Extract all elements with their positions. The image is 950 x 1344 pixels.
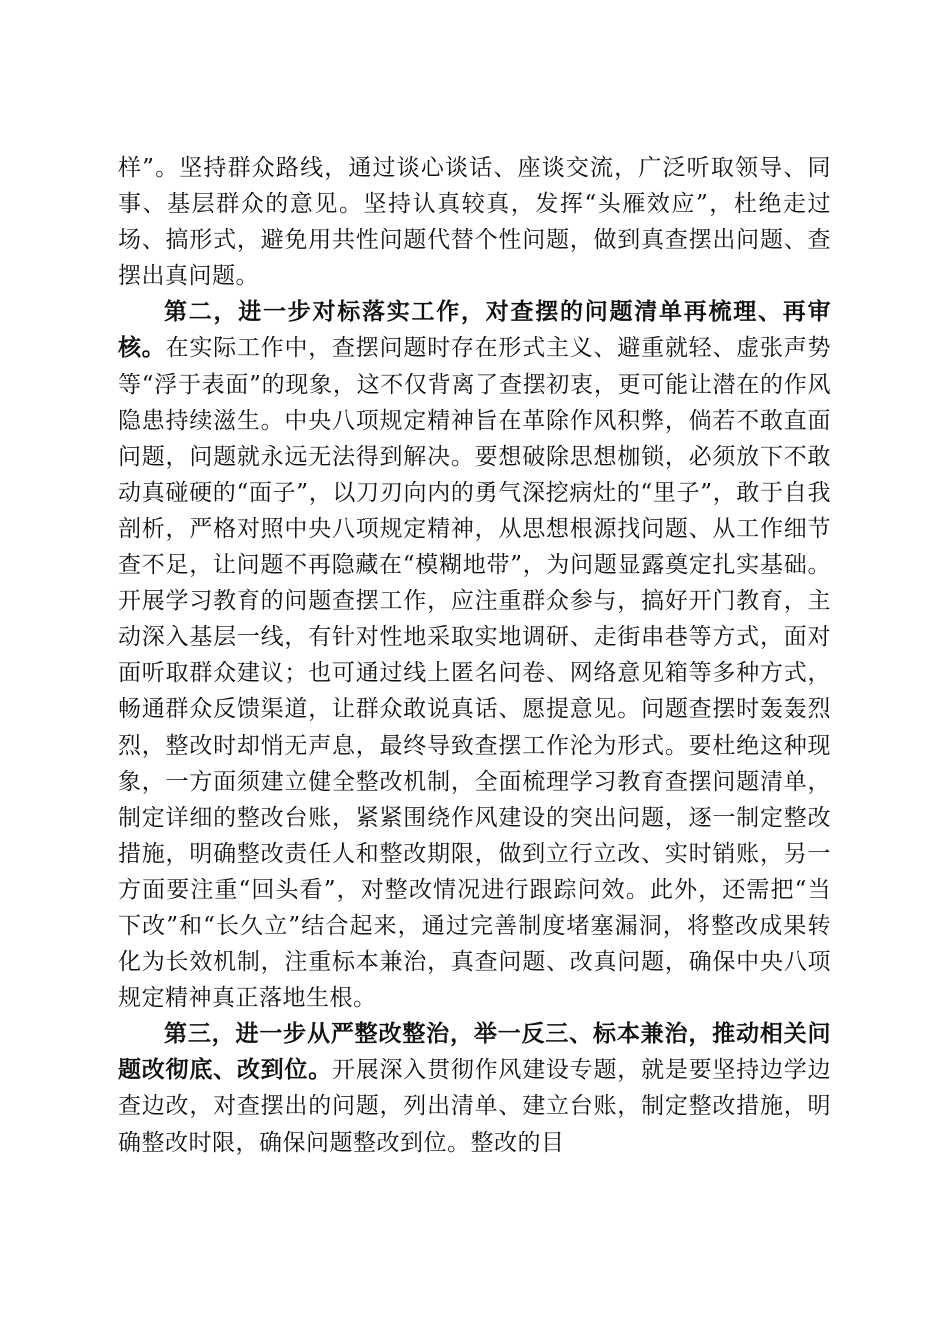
paragraph-text: 样”。坚持群众路线，通过谈心谈话、座谈交流，广泛听取领导、同事、基层群众的意见。坚持认真较真，发挥“头雁效应”，杜绝走过场、搞形式，避免用共性问题代替个性问题，做到真查摆出问题、查摆出真问题。 [118, 155, 831, 290]
paragraph-heading-bold: 第三，进一步从严整改整治，举一反三、标本兼治，推动相关问题改彻底、改到位。 [118, 1021, 831, 1084]
paragraph-continuation [118, 150, 831, 294]
document-page [118, 150, 831, 1161]
paragraph-third-point [118, 1016, 831, 1160]
paragraph-second-point [118, 294, 831, 1016]
paragraph-text: 开展深入贯彻作风建设专题，就是要坚持边学边查边改，对查摆出的问题，列出清单、建立台账，制定整改措施，明确整改时限，确保问题整改到位。整改的目 [118, 1057, 832, 1156]
paragraph-text: 在实际工作中，查摆问题时存在形式主义、避重就轻、虚张声势等“浮于表面”的现象，这不仅背离了查摆初衷，更可能让潜在的作风隐患持续滋生。中央八项规定精神旨在革除作风积弊，倘若不敢直面问题，问题就永远无法得到解决。要想破除思想枷锁，必须放下不敢动真碰硬的“面子”，以刀刃向内的勇气深挖病灶的“里子”，敢于自我剖析，严格对照中央八项规定精神，从思想根源找问题、从工作细节查不足，让问题不再隐藏在“模糊地带”，为问题显露奠定扎实基础。开展学习教育的问题查摆工作，应注重群众参与，搞好开门教育，主动深入基层一线，有针对性地采取实地调研、走街串巷等方式，面对面听取群众建议；也可通过线上匿名问卷、网络意见箱等多种方式，畅通群众反馈渠道，让群众敢说真话、愿提意见。问题查摆时轰轰烈烈，整改时却悄无声息，最终导致查摆工作沦为形式。要杜绝这种现象，一方面须建立健全整改机制，全面梳理学习教育查摆问题清单，制定详细的整改台账，紧紧围绕作风建设的突出问题，逐一制定整改措施，明确整改责任人和整改期限，做到立行立改、实时销账，另一方面要注重“回头看”，对整改情况进行跟踪问效。此外，还需把“当下改”和“长久立”结合起来，通过完善制度堵塞漏洞，将整改成果转化为长效机制，注重标本兼治，真查问题、改真问题，确保中央八项规定精神真正落地生根。 [118, 335, 832, 1012]
paragraph-heading-bold: 第二，进一步对标落实工作，对查摆的问题清单再梳理、再审核。 [118, 299, 831, 362]
